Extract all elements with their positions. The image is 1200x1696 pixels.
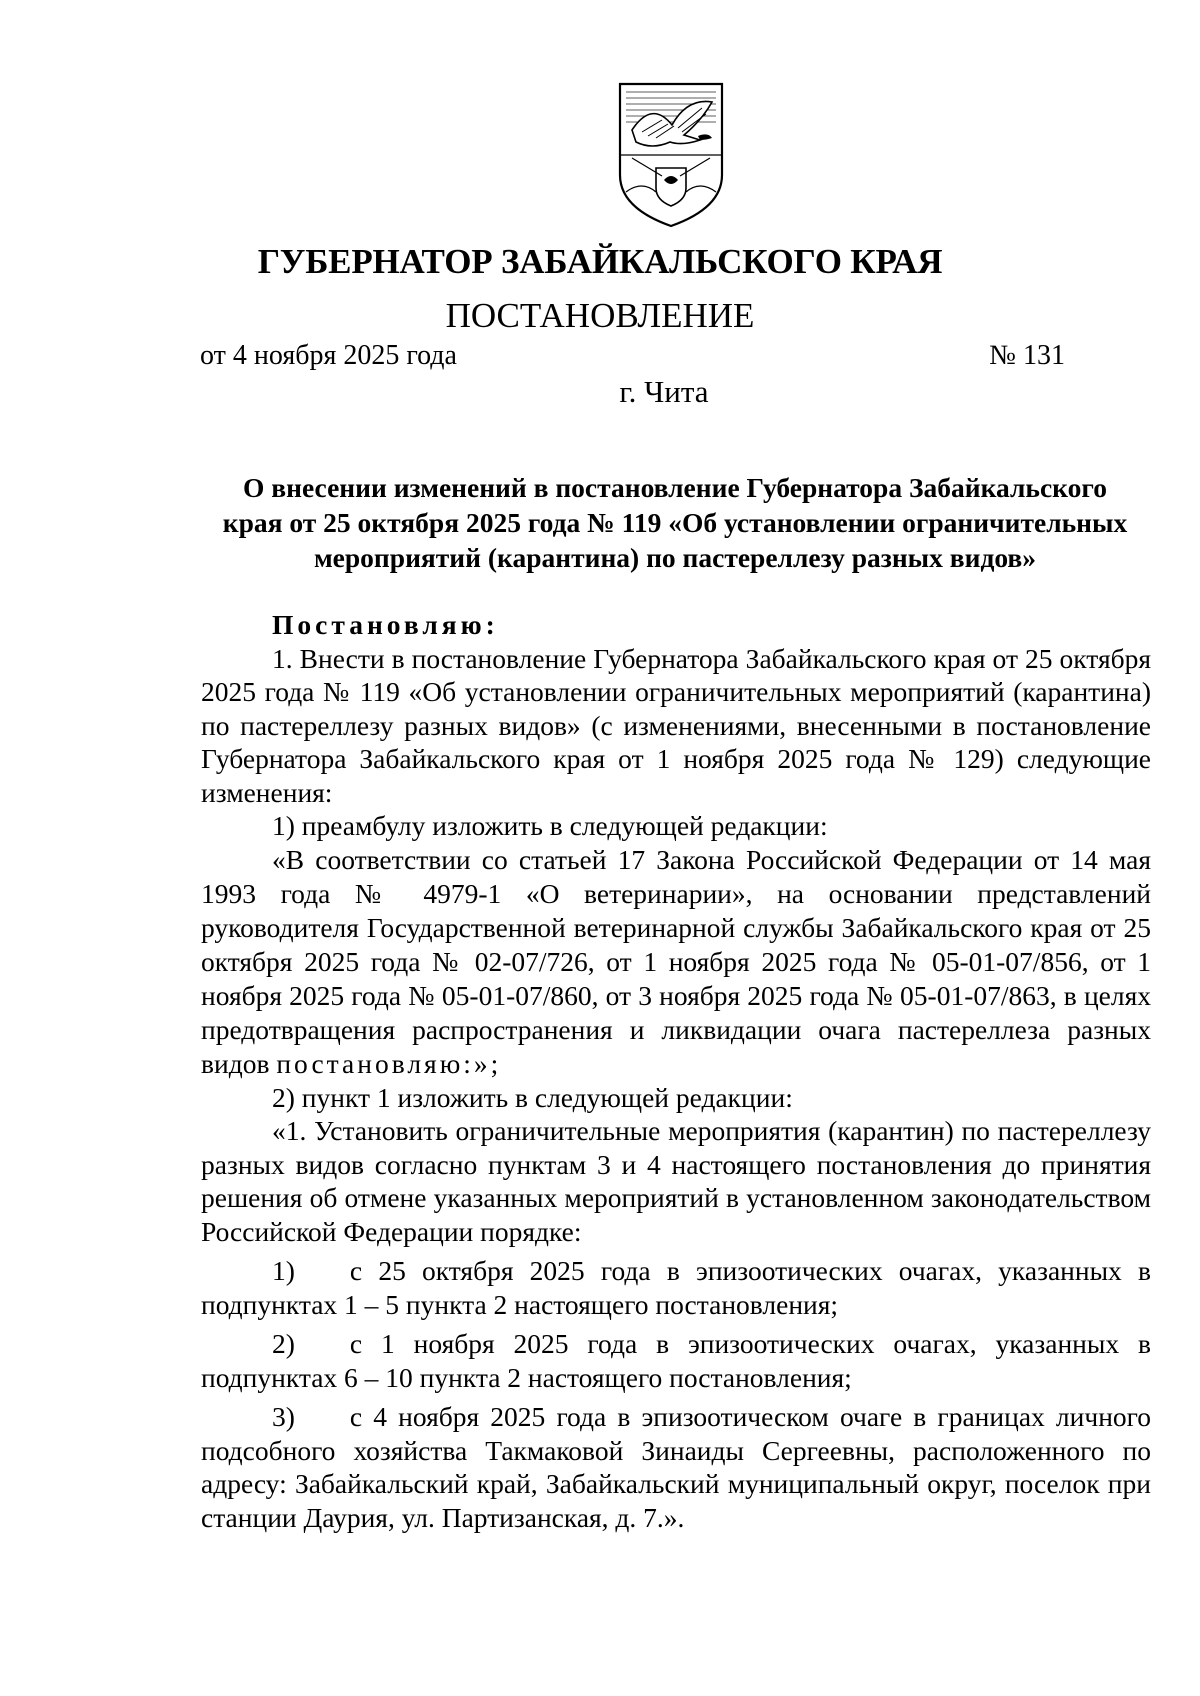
list-item-number: 1) — [272, 1255, 295, 1286]
list-item — [201, 1400, 1151, 1534]
document-type: ПОСТАНОВЛЕНИЕ — [445, 296, 755, 335]
paragraph-text: «В соответствии со статьей 17 Закона Российской Федерации от 14 мая 1993 года № 4979-1 «О ветеринарии», на основании представлений руководителя Государственной ветеринарной службы Забайкальского края от 25 октября 2025 года № 02-07/726, от 1 ноября 2025 года № 05-01-07/856, от 1 ноября 2025 года № 05-01-07/860, от 3 ноября 2025 года № 05-01-07/863, в целях предотвращения распространения и ликвидации очага пастереллеза разных видов — [201, 843, 1151, 1079]
coat-of-arms-emblem — [612, 80, 730, 230]
subject-line: О внесении изменений в постановление Губернатора Забайкальского — [243, 472, 1107, 503]
subject-line: мероприятий (карантина) по пастереллезу разных видов» — [313, 542, 1037, 573]
document-number: № 131 — [989, 340, 1065, 371]
paragraph: 1) преамбулу изложить в следующей редакции: — [272, 810, 828, 841]
document-subject — [200, 470, 1150, 575]
list-item-text: с 4 ноября 2025 года в эпизоотическом очаге в границах личного подсобного хозяйства Такмаковой Зинаиды Сергеевны, расположенного по адресу: Забайкальский край, Забайкальский муниципальный округ, поселок при станции Даурия, ул. Партизанская, д. 7.». — [201, 1401, 1151, 1533]
list-item — [201, 1254, 1151, 1321]
list-item-text: с 1 ноября 2025 года в эпизоотических очагах, указанных в подпунктах 6 – 10 пункта 2 настоящего постановления; — [201, 1328, 1151, 1393]
list-item-number: 3) — [272, 1401, 295, 1432]
document-city: г. Чита — [619, 374, 709, 409]
paragraph-spaced-text: постановляю:»; — [276, 1047, 502, 1079]
paragraph — [201, 843, 1151, 1081]
paragraph: 2) пункт 1 изложить в следующей редакции: — [272, 1081, 793, 1113]
list-item-number: 2) — [272, 1328, 295, 1359]
list-item — [201, 1327, 1151, 1394]
document-date: от 4 ноября 2025 года — [200, 340, 457, 371]
decree-word: Постановляю: — [272, 609, 499, 640]
paragraph: 1. Внести в постановление Губернатора Забайкальского края от 25 октября 2025 года № 119 «Об установлении ограничительных мероприятий (карантина) по пастереллезу разных видов» (с изменениями, внесенными в постановление Губернатора Забайкальского края от 1 ноября 2025 года № 129) следующие изменения: — [201, 642, 1151, 808]
list-item-text: с 25 октября 2025 года в эпизоотических очагах, указанных в подпунктах 1 – 5 пункта 2 настоящего постановления; — [201, 1255, 1151, 1320]
subject-line: края от 25 октября 2025 года № 119 «Об установлении ограничительных — [222, 507, 1128, 538]
document-body — [201, 608, 1151, 1534]
paragraph: «1. Установить ограничительные мероприятия (карантин) по пастереллезу разных видов согласно пунктам 3 и 4 настоящего постановления до принятия решения об отмене указанных мероприятий в установленном законодательством Российской Федерации порядке: — [201, 1115, 1151, 1247]
issuer-title: ГУБЕРНАТОР ЗАБАЙКАЛЬСКОГО КРАЯ — [257, 242, 943, 281]
